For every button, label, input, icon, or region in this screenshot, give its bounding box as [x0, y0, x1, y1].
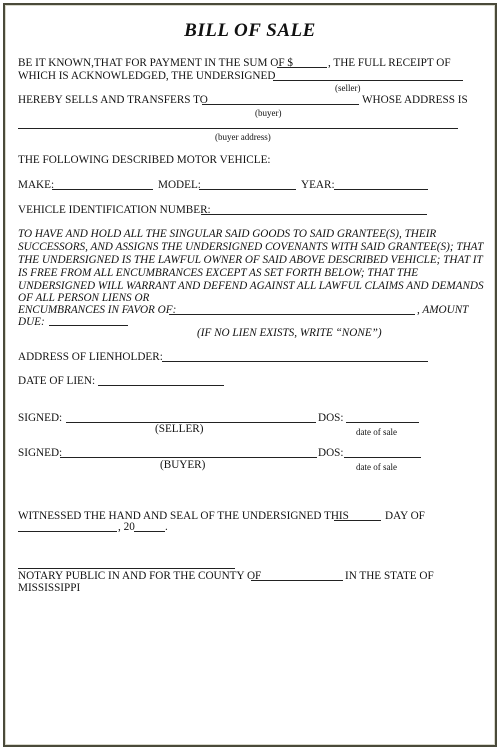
buyer-date-of-sale-field[interactable]	[344, 457, 421, 458]
buyer-address-caption: (buyer address)	[215, 132, 271, 142]
witness-day-field[interactable]	[334, 520, 381, 521]
seller-name-field[interactable]	[273, 80, 463, 81]
witness-month-field[interactable]	[18, 531, 117, 532]
model-field[interactable]	[199, 189, 296, 190]
buyer-name-field[interactable]	[202, 104, 359, 105]
make-label: MAKE:	[18, 179, 55, 191]
state-label: IN THE STATE OF	[345, 570, 434, 582]
undersigned-label: WHICH IS ACKNOWLEDGED, THE UNDERSIGNED	[18, 70, 276, 82]
buyer-dos-label: DOS:	[318, 447, 344, 459]
buyer-date-caption: date of sale	[356, 462, 397, 472]
covenant-line: THE UNDERSIGNED IS THE LAWFUL OWNER OF SAID ABOVE DESCRIBED VEHICLE; THAT IT	[18, 254, 483, 266]
vehicle-heading: THE FOLLOWING DESCRIBED MOTOR VEHICLE:	[18, 154, 271, 166]
vin-label: VEHICLE IDENTIFICATION NUMBER:	[18, 204, 211, 216]
vin-field[interactable]	[201, 214, 427, 215]
witness-period: .	[165, 521, 168, 533]
year-field[interactable]	[334, 189, 428, 190]
seller-role-caption: (SELLER)	[155, 423, 204, 435]
encumbrance-holder-field[interactable]	[169, 314, 415, 315]
model-label: MODEL:	[158, 179, 201, 191]
seller-date-of-sale-field[interactable]	[346, 422, 419, 423]
witness-label: WITNESSED THE HAND AND SEAL OF THE UNDERSIGNED THIS	[18, 510, 349, 522]
notary-county-field[interactable]	[251, 580, 343, 581]
due-label: DUE:	[18, 316, 45, 328]
no-lien-note: (IF NO LIEN EXISTS, WRITE “NONE”)	[197, 327, 382, 339]
notary-signature-field[interactable]	[18, 568, 235, 569]
encumbrances-label: ENCUMBRANCES IN FAVOR OF:	[18, 304, 177, 316]
year-label: YEAR:	[301, 179, 335, 191]
year-prefix-label: , 20	[118, 521, 135, 533]
day-of-label: DAY OF	[385, 510, 425, 522]
whose-address-label: WHOSE ADDRESS IS	[362, 94, 468, 106]
buyer-signed-label: SIGNED:	[18, 447, 63, 459]
lien-date-field[interactable]	[98, 385, 224, 386]
covenant-line: UNDERSIGNED WILL WARRANT AND DEFEND AGAINST ALL LAWFUL CLAIMS AND DEMANDS	[18, 280, 484, 292]
seller-date-caption: date of sale	[356, 427, 397, 437]
amount-label: , AMOUNT	[417, 304, 469, 316]
buyer-address-field[interactable]	[18, 128, 458, 129]
state-name: MISSISSIPPI	[18, 582, 81, 594]
seller-caption: (seller)	[335, 83, 361, 93]
buyer-caption: (buyer)	[255, 108, 282, 118]
witness-year-field[interactable]	[134, 531, 165, 532]
seller-signed-label: SIGNED:	[18, 412, 63, 424]
seller-dos-label: DOS:	[318, 412, 344, 424]
covenant-line: IS FREE FROM ALL ENCUMBRANCES EXCEPT AS SET FORTH BELOW; THAT THE	[18, 267, 419, 279]
document-title: BILL OF SALE	[184, 20, 316, 41]
make-field[interactable]	[52, 189, 153, 190]
payment-sum-label: BE IT KNOWN,THAT FOR PAYMENT IN THE SUM OF $	[18, 57, 293, 69]
covenant-line: SUCCESSORS, AND ASSIGNS THE UNDERSIGNED COVENANTS WITH SAID GRANTEE(S); THAT	[18, 241, 484, 253]
notary-label: NOTARY PUBLIC IN AND FOR THE COUNTY OF	[18, 570, 262, 582]
lienholder-address-field[interactable]	[162, 361, 428, 362]
lienholder-address-label: ADDRESS OF LIENHOLDER:	[18, 351, 163, 363]
covenant-line: OF ALL PERSON LIENS OR	[18, 292, 150, 304]
buyer-signature-field[interactable]	[60, 457, 317, 458]
sells-transfers-label: HEREBY SELLS AND TRANSFERS TO	[18, 94, 208, 106]
lien-date-label: DATE OF LIEN:	[18, 375, 96, 387]
full-receipt-label: , THE FULL RECEIPT OF	[328, 57, 451, 69]
payment-amount-field[interactable]	[277, 67, 327, 68]
amount-due-field[interactable]	[49, 325, 128, 326]
buyer-role-caption: (BUYER)	[160, 459, 206, 471]
covenant-line: TO HAVE AND HOLD ALL THE SINGULAR SAID GOODS TO SAID GRANTEE(S), THEIR	[18, 228, 437, 240]
